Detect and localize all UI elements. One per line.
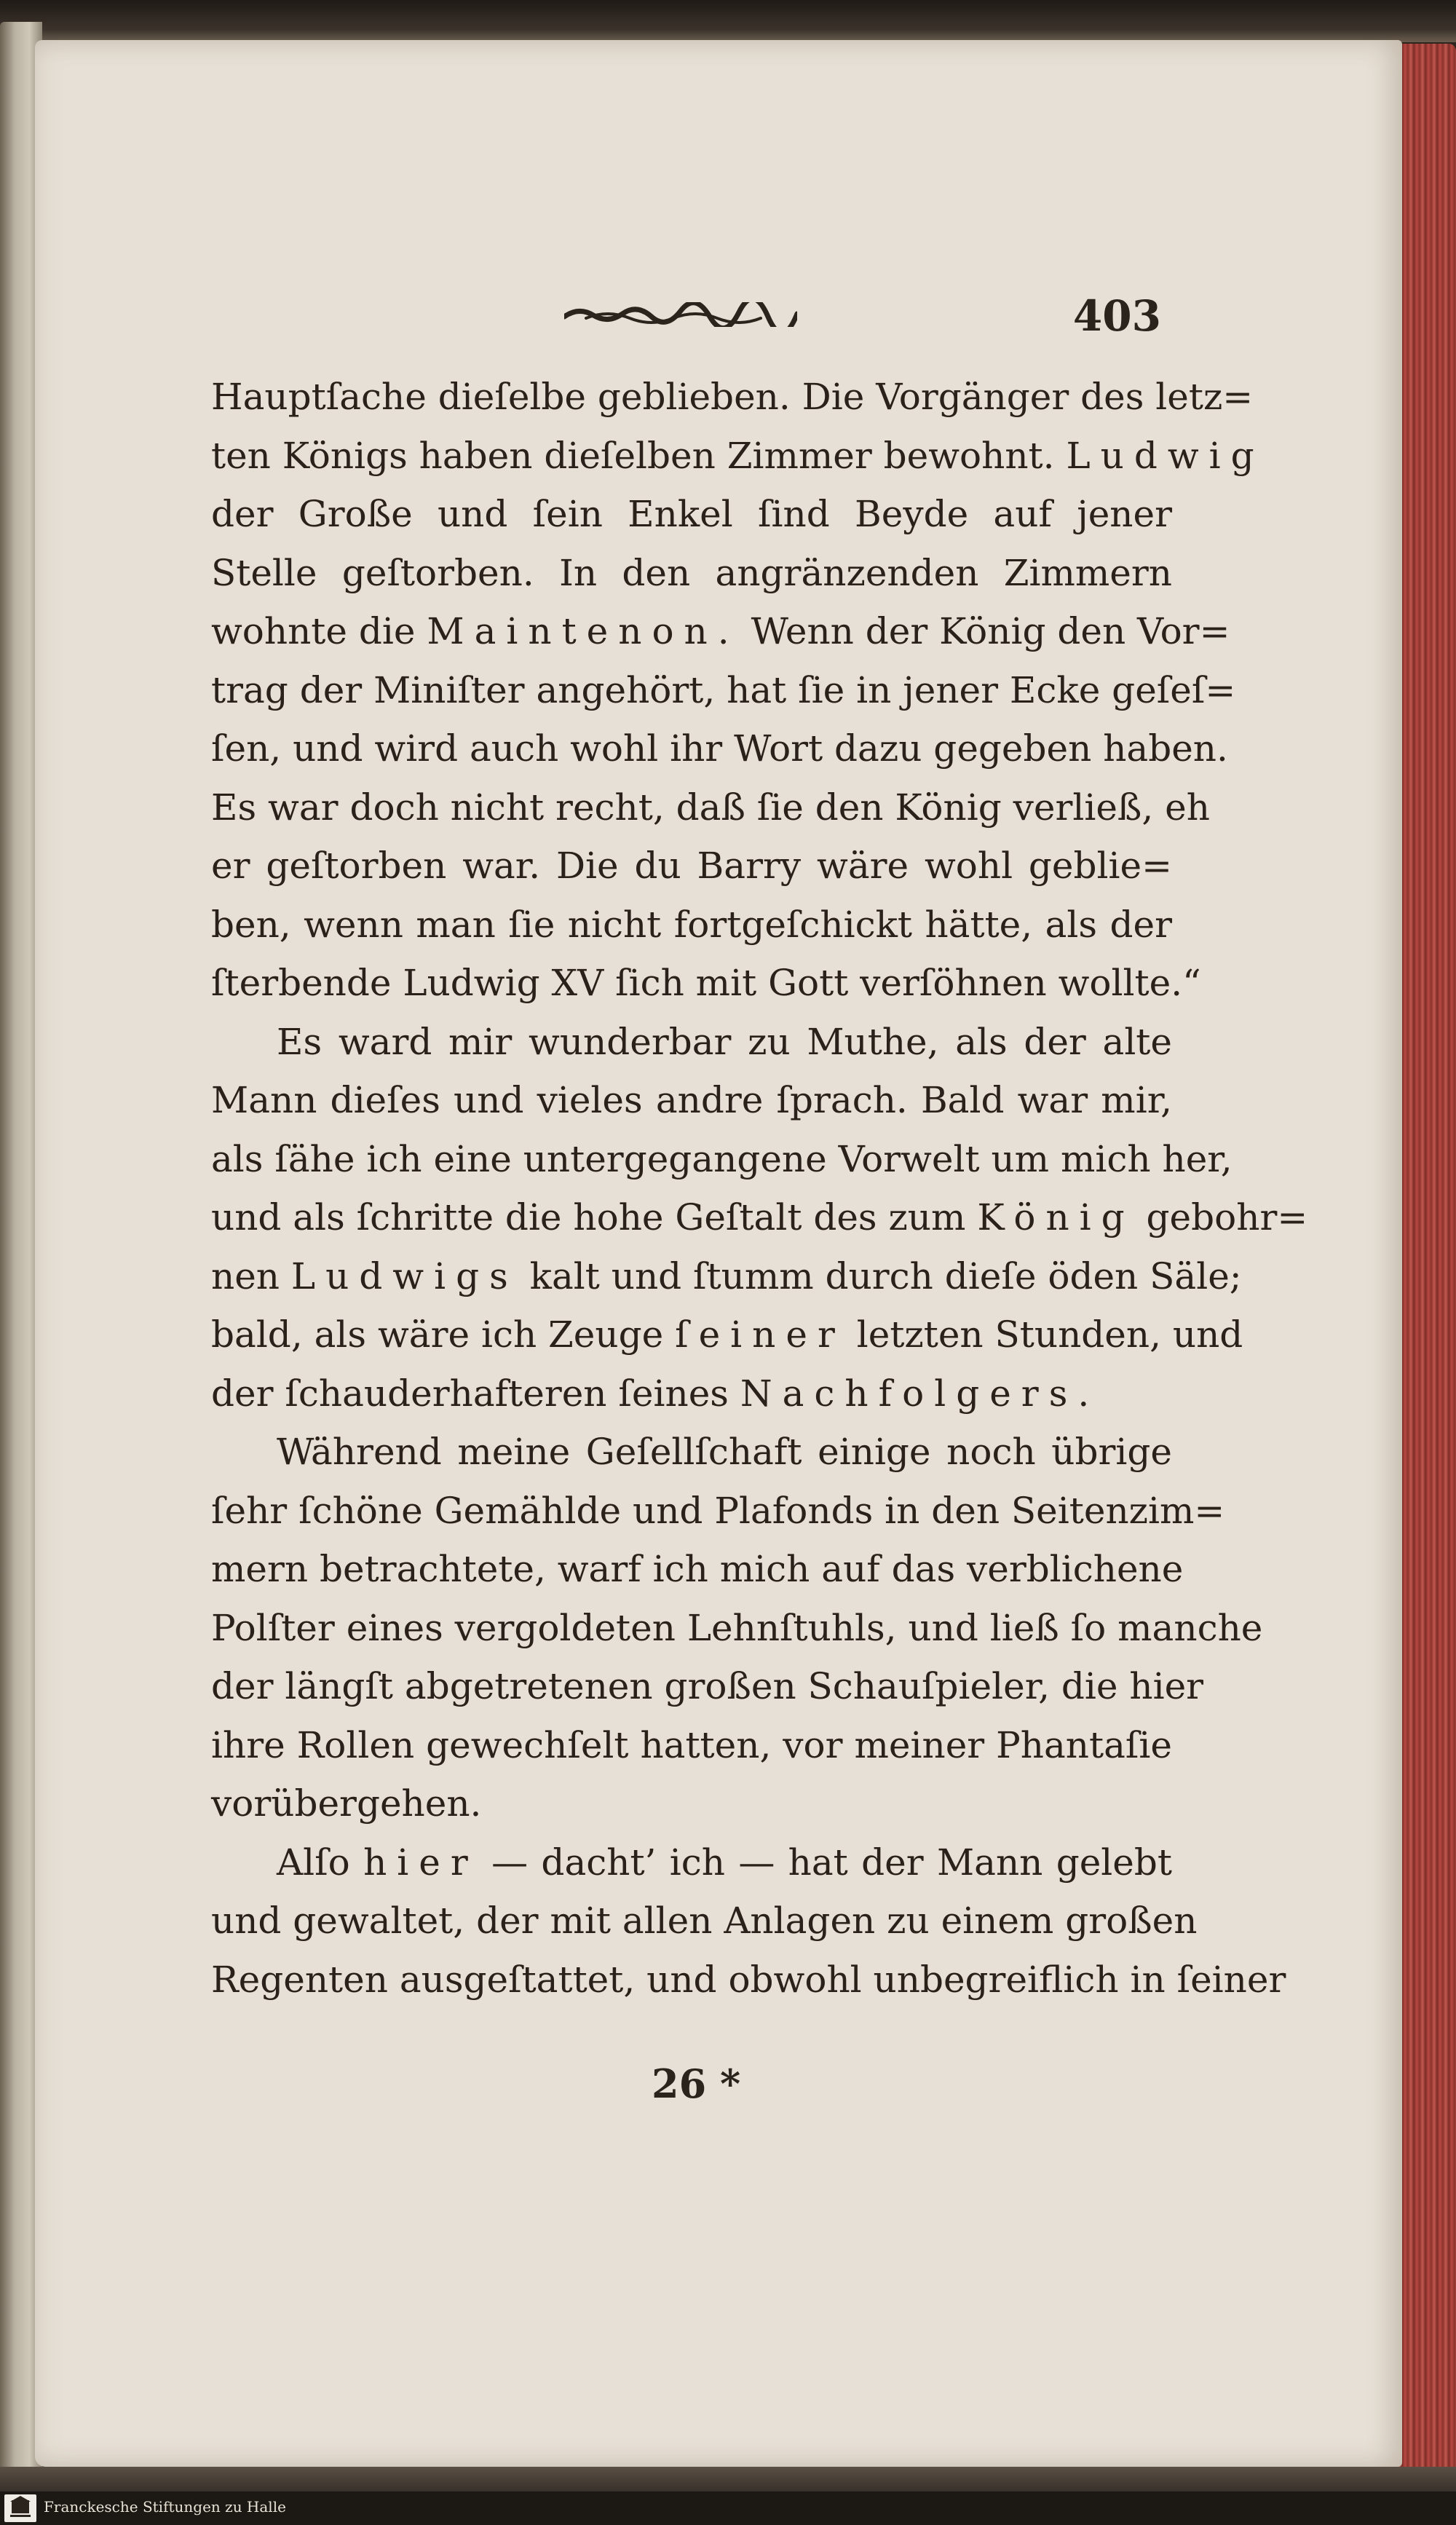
signature-mark: 26 * <box>652 2060 741 2107</box>
text-line: wohnte die Maintenon. Wenn der König den Vor= <box>211 610 1230 652</box>
spaced-word: Maintenon. <box>427 610 740 652</box>
ornament-icon <box>564 302 797 327</box>
paragraph-start: Es ward mir wunderbar zu Muthe, als der alte <box>277 1020 1172 1063</box>
spaced-word: Ludwigs <box>290 1254 518 1297</box>
text-line: ſehr ſchöne Gemählde und Plafonds in den Seitenzim= <box>211 1489 1225 1532</box>
text-line: der Große und ſein Enkel ſind Beyde auf jener <box>211 493 1172 535</box>
text-line: der ſchauderhafteren ſeines Nachfolgers. <box>211 1372 1100 1415</box>
spaced-word: Ludwig <box>1066 434 1265 477</box>
text-line: und gewaltet, der mit allen Anlagen zu einem großen <box>211 1900 1198 1942</box>
text-line: ſen, und wird auch wohl ihr Wort dazu gegeben haben. <box>211 727 1228 770</box>
text-line: Mann dieſes und vieles andre ſprach. Bald war mir, <box>211 1079 1172 1121</box>
text-line: Es war doch nicht recht, daß ſie den König verließ, eh <box>211 786 1210 829</box>
text-line: er geſtorben war. Die du Barry wäre wohl geblie= <box>211 845 1172 887</box>
text-line: ten Königs haben dieſelben Zimmer bewohnt. Ludwig <box>211 434 1265 477</box>
text-line: Hauptſache dieſelbe geblieben. Die Vorgänger des letz= <box>211 376 1254 418</box>
institution-label: Franckesche Stiftungen zu Halle <box>44 2498 286 2516</box>
paragraph-start: Während meine Geſellſchaft einige noch übrige <box>277 1431 1172 1473</box>
text-line: der längſt abgetretenen großen Schauſpieler, die hier <box>211 1665 1204 1707</box>
spaced-word: hier <box>363 1841 478 1884</box>
spaced-word: König <box>977 1196 1135 1238</box>
top-shadow <box>0 0 1456 42</box>
page-number: 403 <box>1072 291 1161 341</box>
text-line: mern betrachtete, warf ich mich auf das verblichene <box>211 1548 1184 1590</box>
body-text <box>211 368 1308 2009</box>
text-line: vorübergehen. <box>211 1782 482 1825</box>
text-line: Stelle geſtorben. In den angränzenden Zimmern <box>211 551 1172 594</box>
text-line: ihre Rollen gewechſelt hatten, vor meiner Phantaſie <box>211 1723 1172 1766</box>
institution-logo-icon <box>4 2494 36 2522</box>
text-line: Regenten ausgeſtattet, und obwohl unbegreiflich in ſeiner <box>211 1958 1286 2001</box>
text-line: nen Ludwigs kalt und ſtumm durch dieſe öden Säle; <box>211 1254 1242 1297</box>
spaced-word: ſeiner <box>675 1313 845 1356</box>
spaced-word: Nachfolgers. <box>740 1372 1100 1415</box>
text-line: trag der Miniſter angehört, hat ſie in jener Ecke geſeſ= <box>211 668 1236 711</box>
text-line: bald, als wäre ich Zeuge ſeiner letzten Stunden, und <box>211 1313 1243 1356</box>
text-line: und als ſchritte die hohe Geſtalt des zum König gebohr= <box>211 1196 1308 1238</box>
paragraph-start: Alſo hier — dacht’ ich — hat der Mann gelebt <box>277 1841 1172 1884</box>
text-line: als ſähe ich eine untergegangene Vorwelt um mich her, <box>211 1137 1233 1180</box>
text-line: ſterbende Ludwig XV ſich mit Gott verſöhnen wollte.“ <box>211 962 1201 1004</box>
text-line: ben, wenn man ſie nicht fortgeſchickt hätte, als der <box>211 903 1172 946</box>
text-line: Polſter eines vergoldeten Lehnſtuhls, und ließ ſo manche <box>211 1606 1263 1649</box>
